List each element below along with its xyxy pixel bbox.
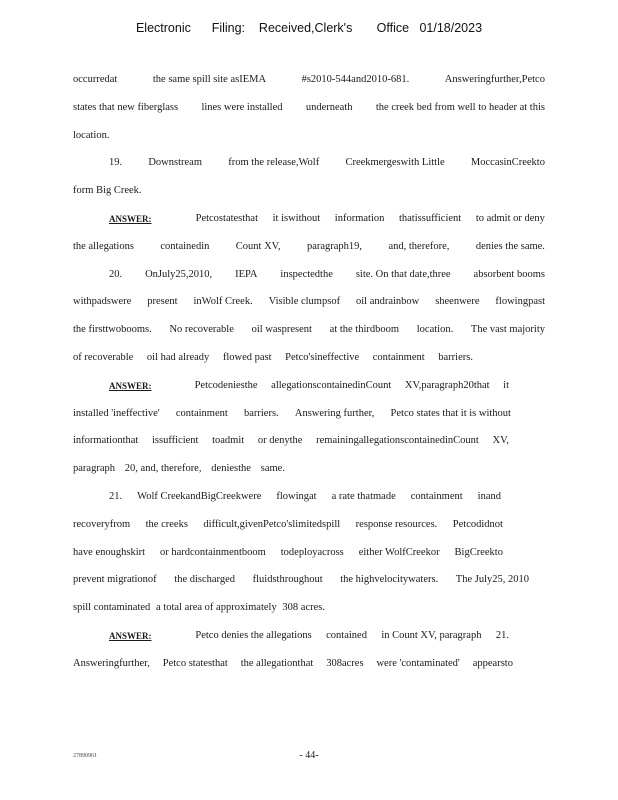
text-line: form Big Creek.: [73, 185, 142, 197]
paragraph-21-line: 21. Wolf CreekandBigCreekwere flowingat a rate thatmade containment inand: [109, 490, 501, 502]
text-line: paragraph 20, and, therefore, deniesthe same.: [73, 463, 285, 475]
text-line: installed 'ineffective' containment barriers. Answering further, Petco states that it is without: [73, 407, 511, 419]
text-line: location.: [73, 129, 110, 141]
answer-label: ANSWER:: [109, 213, 152, 224]
answer-line: ANSWER: Petcostatesthat it iswithout information thatissufficient to admit or deny: [109, 212, 545, 224]
page-number: - 44-: [299, 750, 319, 761]
paragraph-19-line: 19. Downstream from the release,Wolf Creekmergeswith Little MoccasinCreekto: [109, 157, 545, 169]
text-line: the allegations containedin Count XV, paragraph19, and, therefore, denies the same.: [73, 240, 545, 252]
answer-label: ANSWER:: [109, 380, 152, 391]
text-line: of recoverable oil had already flowed past Petco'sineffective containment barriers.: [73, 351, 473, 363]
text-line: Answeringfurther, Petco statesthat the allegationthat 308acres were 'contaminated' appearsto: [73, 657, 513, 669]
text-line: have enoughskirt or hardcontainmentboom todeployacross either WolfCreekor BigCreekto: [73, 546, 503, 558]
paragraph-20-line: 20. OnJuly25,2010, IEPA inspectedthe site. On that date,three absorbent booms: [109, 268, 545, 280]
text-line: the firsttwobooms. No recoverable oil waspresent at the thirdboom location. The vast majority: [73, 324, 545, 336]
text-line: withpadswere present inWolf Creek. Visible clumpsof oil andrainbow sheenwere flowingpast: [73, 296, 545, 308]
text-line: informationthat issufficient toadmit or denythe remainingallegationscontainedinCount XV,: [73, 435, 509, 447]
filing-stamp-header: Electronic Filing: Received,Clerk's Office 01/18/2023: [135, 21, 483, 35]
text-line: prevent migrationof the discharged fluidsthroughout the highvelocitywaters. The July25, 2010: [73, 574, 529, 586]
answer-line: ANSWER: Petco denies the allegations contained in Count XV, paragraph 21.: [109, 629, 509, 641]
answer-line: ANSWER: Petcodeniesthe allegationscontainedinCount XV,paragraph20that it: [109, 379, 509, 391]
document-body: [73, 74, 545, 686]
text-line: occurredat the same spill site asIEMA #s2010-544and2010-681. Answeringfurther,Petco: [73, 74, 545, 85]
text-line: recoveryfrom the creeks difficult,givenPetco'slimitedspill response resources. Petcodidnot: [73, 518, 503, 530]
document-id: 27890961: [73, 753, 97, 759]
answer-label: ANSWER:: [109, 630, 152, 641]
text-line: states that new fiberglass lines were installed underneath the creek bed from well to header at this: [73, 101, 545, 113]
text-line: spill contaminated a total area of approximately 308 acres.: [73, 602, 325, 614]
